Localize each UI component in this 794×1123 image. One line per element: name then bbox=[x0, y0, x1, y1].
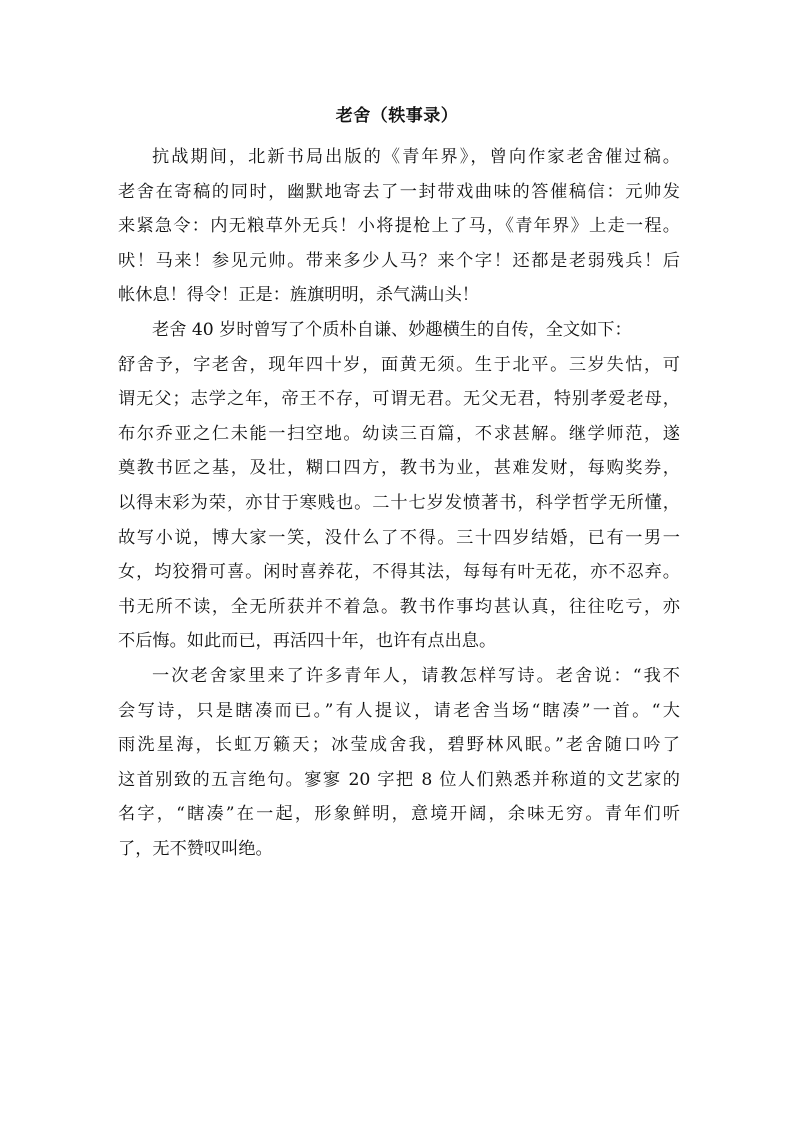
text-line: 名字，“瞎凑”在一起，形象鲜明，意境开阔，余味无穷。青年们听 bbox=[118, 804, 680, 825]
text-line: 了，无不赞叹叫绝。 bbox=[118, 838, 273, 859]
paragraph-poem-anecdote bbox=[118, 659, 680, 867]
text-line: 老舍 40 岁时曾写了个质朴自谦、妙趣横生的自传，全文如下： bbox=[152, 319, 632, 340]
paragraph-autobiography bbox=[118, 313, 680, 659]
text-line: 以得末彩为荣，亦甘于寒贱也。二十七岁发愤著书，科学哲学无所懂， bbox=[118, 492, 680, 513]
text-line: 故写小说，博大家一笑，没什么了不得。三十四岁结婚，已有一男一 bbox=[118, 527, 680, 548]
text-line: 来紧急令：内无粮草外无兵！小将提枪上了马，《青年界》上走一程。 bbox=[118, 216, 680, 237]
text-line: 一次老舍家里来了许多青年人，请教怎样写诗。老舍说：“我不 bbox=[152, 665, 680, 686]
paragraph-anecdote-letter bbox=[118, 140, 680, 313]
document-title: 老舍（轶事录） bbox=[335, 106, 459, 126]
text-line: 谓无父；志学之年，帝王不存，可谓无君。无父无君，特别孝爱老母， bbox=[118, 389, 680, 410]
text-line: 奠教书匠之基，及壮，糊口四方，教书为业，甚难发财，每购奖券， bbox=[118, 458, 680, 479]
text-line: 女，均狡猾可喜。闲时喜养花，不得其法，每每有叶无花，亦不忍弃。 bbox=[118, 562, 680, 583]
text-line: 布尔乔亚之仁未能一扫空地。幼读三百篇，不求甚解。继学师范，遂 bbox=[118, 423, 680, 444]
text-line: 帐休息！得令！正是：旌旗明明，杀气满山头！ bbox=[118, 285, 479, 306]
text-line: 书无所不读，全无所获并不着急。教书作事均甚认真，往往吃亏，亦 bbox=[118, 596, 680, 617]
text-line: 会写诗，只是瞎凑而已。”有人提议，请老舍当场“瞎凑”一首。“大 bbox=[118, 700, 680, 721]
text-line: 老舍在寄稿的同时，幽默地寄去了一封带戏曲味的答催稿信：元帅发 bbox=[118, 181, 680, 202]
text-line: 吠！马来！参见元帅。带来多少人马？来个字！还都是老弱残兵！后 bbox=[118, 250, 680, 271]
text-line: 舒舍予，字老舍，现年四十岁，面黄无须。生于北平。三岁失怙，可 bbox=[118, 354, 680, 375]
document-body bbox=[118, 140, 680, 866]
text-line: 雨洗星海，长虹万籁天；冰莹成舍我，碧野林风眠。”老舍随口吟了 bbox=[118, 735, 680, 756]
text-line: 这首别致的五言绝句。寥寥 20 字把 8 位人们熟悉并称道的文艺家的 bbox=[118, 769, 680, 790]
text-line: 抗战期间，北新书局出版的《青年界》，曾向作家老舍催过稿。 bbox=[152, 147, 680, 167]
text-line: 不后悔。如此而已，再活四十年，也许有点出息。 bbox=[118, 631, 497, 652]
